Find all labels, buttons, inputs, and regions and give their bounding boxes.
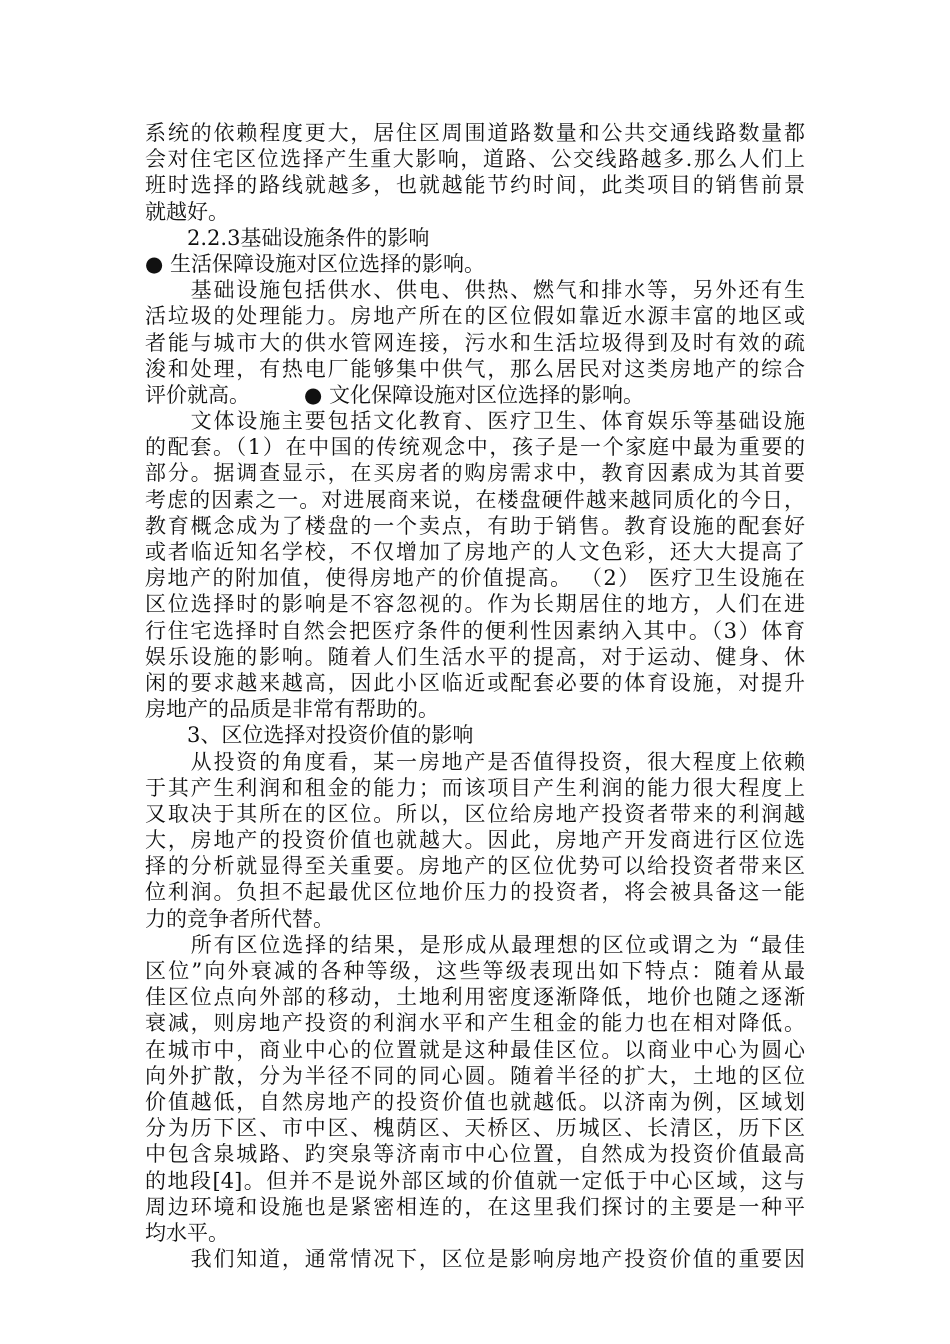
- text-line: [145, 644, 805, 670]
- text-line: [145, 1063, 805, 1089]
- line-text: 于其产生利润和租金的能力；而该项目产生利润的能力很大程度上: [145, 775, 805, 800]
- line-text: 区位选择时的影响是不容忽视的。作为长期居住的地方，人们在进: [145, 592, 805, 617]
- text-line: [145, 199, 805, 225]
- text-line: [145, 1194, 805, 1220]
- line-text: 佳区位点向外部的移动，土地利用密度逐渐降低，地价也随之逐渐: [145, 985, 805, 1010]
- bullet-heading: ● 文化保障设施对区位选择的影响。: [304, 382, 644, 407]
- text-line: [145, 932, 805, 958]
- line-text: 考虑的因素之一。对进展商来说，在楼盘硬件越来越同质化的今日，: [145, 487, 805, 512]
- text-line: [145, 1141, 805, 1167]
- line-text: 中包含泉城路、趵突泉等济南市中心位置，自然成为投资价值最高: [145, 1142, 805, 1167]
- text-line: [145, 775, 805, 801]
- line-text: 区位”向外衰减的各种等级，这些等级表现出如下特点：随着从最: [145, 959, 805, 983]
- text-line: [145, 225, 805, 251]
- line-text: 房地产的附加值，使得房地产的价值提高。 （2） 医疗卫生设施在: [145, 566, 805, 591]
- text-line: [145, 749, 805, 775]
- text-line: [145, 565, 805, 591]
- text-line: [145, 487, 805, 513]
- text-line: [145, 853, 805, 879]
- text-line: [145, 984, 805, 1010]
- text-line: [145, 879, 805, 905]
- text-line: [145, 330, 805, 356]
- line-text: 活垃圾的处理能力。房地产所在的区位假如靠近水源丰富的地区或: [145, 304, 805, 329]
- line-text: 我们知道，通常情况下，区位是影响房地产投资价值的重要因: [145, 1247, 805, 1272]
- text-line: [145, 1220, 805, 1246]
- text-line: [145, 1115, 805, 1141]
- text-line: [145, 801, 805, 827]
- text-line: [145, 434, 805, 460]
- line-text: 会对住宅区位选择产生重大影响，道路、公交线路越多.那么人们上: [145, 147, 805, 172]
- text-line: [145, 670, 805, 696]
- line-text: 价值越低，自然房地产的投资价值也就越低。以济南为例，区域划: [145, 1089, 805, 1114]
- line-text: 行住宅选择时自然会把医疗条件的便利性因素纳入其中。（3）体育: [145, 618, 805, 643]
- line-text: 系统的依赖程度更大，居住区周围道路数量和公共交通线路数量都: [145, 121, 805, 145]
- text-line: [145, 906, 805, 932]
- line-text: 又取决于其所在的区位。所以，区位给房地产投资者带来的利润越: [145, 801, 805, 826]
- line-text: 大，房地产的投资价值也就越大。因此，房地产开发商进行区位选: [145, 828, 805, 853]
- text-line: [145, 722, 805, 748]
- line-text: 择的分析就显得至关重要。房地产的区位优势可以给投资者带来区: [145, 854, 805, 879]
- text-line: [145, 172, 805, 198]
- text-line: [145, 696, 805, 722]
- line-text: 娱乐设施的影响。随着人们生活水平的提高，对于运动、健身、休: [145, 644, 805, 669]
- line-text: 在城市中，商业中心的位置就是这种最佳区位。以商业中心为圆心: [145, 1037, 805, 1062]
- text-line: [145, 539, 805, 565]
- line-text: 2.2.3基础设施条件的影响: [145, 225, 430, 250]
- line-text: 所有区位选择的结果，是形成从最理想的区位或谓之为 “最佳: [145, 932, 805, 957]
- line-text: 位利润。负担不起最优区位地价压力的投资者，将会被具备这一能: [145, 880, 805, 905]
- text-line: [145, 1010, 805, 1036]
- line-text: 教育概念成为了楼盘的一个卖点，有助于销售。教育设施的配套好: [145, 513, 805, 538]
- line-text: 房地产的品质是非常有帮助的。: [145, 697, 439, 722]
- text-line: [145, 303, 805, 329]
- line-text: 力的竞争者所代替。: [145, 906, 334, 931]
- line-text: 评价就高。: [145, 382, 250, 407]
- text-line: [145, 408, 805, 434]
- line-text: 分为历下区、市中区、槐荫区、天桥区、历城区、长清区，历下区: [145, 1116, 805, 1141]
- line-text: ● 生活保障设施对区位选择的影响。: [145, 251, 485, 276]
- text-line: [145, 618, 805, 644]
- text-line: [145, 958, 805, 984]
- line-text: 者能与城市大的供水管网连接，污水和生活垃圾得到及时有效的疏: [145, 330, 805, 355]
- line-text: 基础设施包括供水、供电、供热、燃气和排水等，另外还有生: [145, 278, 805, 303]
- text-line: [145, 277, 805, 303]
- line-text: 部分。据调查显示，在买房者的购房需求中，教育因素成为其首要: [145, 461, 805, 486]
- line-text: 就越好。: [145, 199, 229, 224]
- line-text: 闲的要求越来越高，因此小区临近或配套必要的体育设施，对提升: [145, 670, 805, 695]
- text-line: [145, 1037, 805, 1063]
- document-body: [145, 120, 805, 1272]
- line-text: 衰减，则房地产投资的利润水平和产生租金的能力也在相对降低。: [145, 1011, 805, 1036]
- text-line: [145, 356, 805, 382]
- text-line: [145, 591, 805, 617]
- text-line: [145, 1246, 805, 1272]
- text-line: [145, 146, 805, 172]
- text-line: [145, 460, 805, 486]
- line-text: 或者临近知名学校，不仅增加了房地产的人文色彩，还大大提高了: [145, 540, 805, 564]
- text-line: [145, 827, 805, 853]
- line-text: 班时选择的路线就越多，也就越能节约时间，此类项目的销售前景: [145, 173, 805, 198]
- line-text: 的配套。（1）在中国的传统观念中，孩子是一个家庭中最为重要的: [145, 435, 805, 460]
- line-text: 的地段[4]。但并不是说外部区域的价值就一定低于中心区域，这与: [145, 1168, 805, 1193]
- line-text: 3、区位选择对投资价值的影响: [145, 723, 474, 748]
- text-line: [145, 382, 805, 408]
- text-line: [145, 120, 805, 146]
- text-line: [145, 1089, 805, 1115]
- text-line: [145, 513, 805, 539]
- line-text: 从投资的角度看，某一房地产是否值得投资，很大程度上依赖: [145, 749, 805, 774]
- line-text: 均水平。: [145, 1220, 229, 1245]
- text-line: [145, 251, 805, 277]
- text-line: [145, 1168, 805, 1194]
- line-text: 浚和处理，有热电厂能够集中供气，那么居民对这类房地产的综合: [145, 356, 805, 381]
- line-text: 向外扩散，分为半径不同的同心圆。随着半径的扩大，土地的区位: [145, 1063, 805, 1088]
- line-text: 周边环境和设施也是紧密相连的，在这里我们探讨的主要是一种平: [145, 1194, 805, 1219]
- line-text: 文体设施主要包括文化教育、医疗卫生、体育娱乐等基础设施: [145, 409, 805, 434]
